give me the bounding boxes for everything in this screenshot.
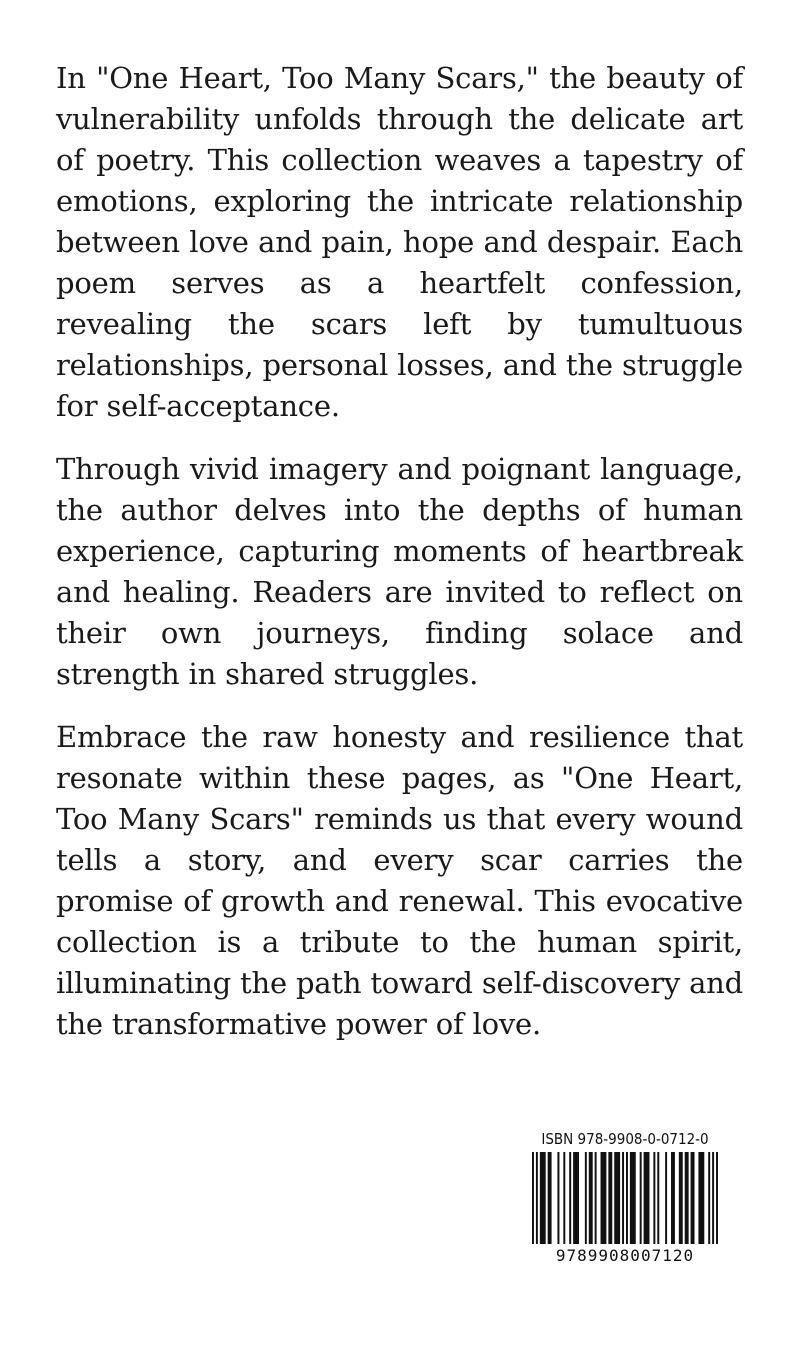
- barcode-bar: [691, 1152, 695, 1244]
- barcode-bar: [644, 1152, 650, 1244]
- barcode-bar: [622, 1152, 624, 1244]
- barcode-bar: [563, 1152, 565, 1244]
- barcode-bar: [679, 1152, 683, 1244]
- book-blurb: [56, 58, 743, 1045]
- barcode-bar: [573, 1152, 579, 1244]
- barcode-bar: [614, 1152, 620, 1244]
- barcode-bar: [601, 1152, 607, 1244]
- barcode-bar: [589, 1152, 593, 1244]
- barcode-bar: [640, 1152, 642, 1244]
- ean-digits: 9789908007120: [555, 1246, 695, 1265]
- barcode-bar: [548, 1152, 552, 1244]
- barcode-bar: [608, 1152, 612, 1244]
- blurb-paragraph-2: Through vivid imagery and poignant language, the author delves into the depths of human experience, capturing moments of heartbreak and healing. Readers are invited to reflect on their own journeys, finding solace and strength in shared struggles.: [56, 452, 743, 691]
- barcode-bar: [657, 1152, 659, 1244]
- barcode-bar: [698, 1152, 704, 1244]
- barcode-bar: [532, 1152, 534, 1244]
- barcode-bar: [626, 1152, 628, 1244]
- barcode-bar: [665, 1152, 667, 1244]
- barcode-bar: [708, 1152, 710, 1244]
- barcode-bar: [716, 1152, 718, 1244]
- barcode-bar: [557, 1152, 559, 1244]
- blurb-paragraph-1: In "One Heart, Too Many Scars," the beauty of vulnerability unfolds through the delicate art of poetry. This collection weaves a tapestry of emotions, exploring the intricate relationship between love and pain, hope and despair. Each poem serves as a heartfelt confession, revealing the scars left by tumultuous relationships, personal losses, and the struggle for self-acceptance.: [56, 61, 743, 423]
- barcode-bar: [569, 1152, 571, 1244]
- blurb-paragraph-3: Embrace the raw honesty and resilience that resonate within these pages, as "One Heart, Too Many Scars" reminds us that every wound tells a story, and every scar carries the promise of growth and renewal. This evocative collection is a tribute to the human spirit, illuminating the path toward self-discovery and the transformative power of love.: [56, 720, 743, 1041]
- barcode-bar: [671, 1152, 675, 1244]
- barcode-bar: [653, 1152, 655, 1244]
- barcode-bar: [595, 1152, 597, 1244]
- barcode-bar: [712, 1152, 714, 1244]
- barcode-bar: [536, 1152, 538, 1244]
- barcode-bars: [532, 1152, 718, 1244]
- isbn-label: ISBN 978-9908-0-0712-0: [541, 1130, 709, 1148]
- isbn-barcode: [532, 1130, 718, 1270]
- barcode-bar: [540, 1152, 546, 1244]
- barcode-bar: [630, 1152, 636, 1244]
- barcode-bar: [585, 1152, 587, 1244]
- barcode-bar: [685, 1152, 689, 1244]
